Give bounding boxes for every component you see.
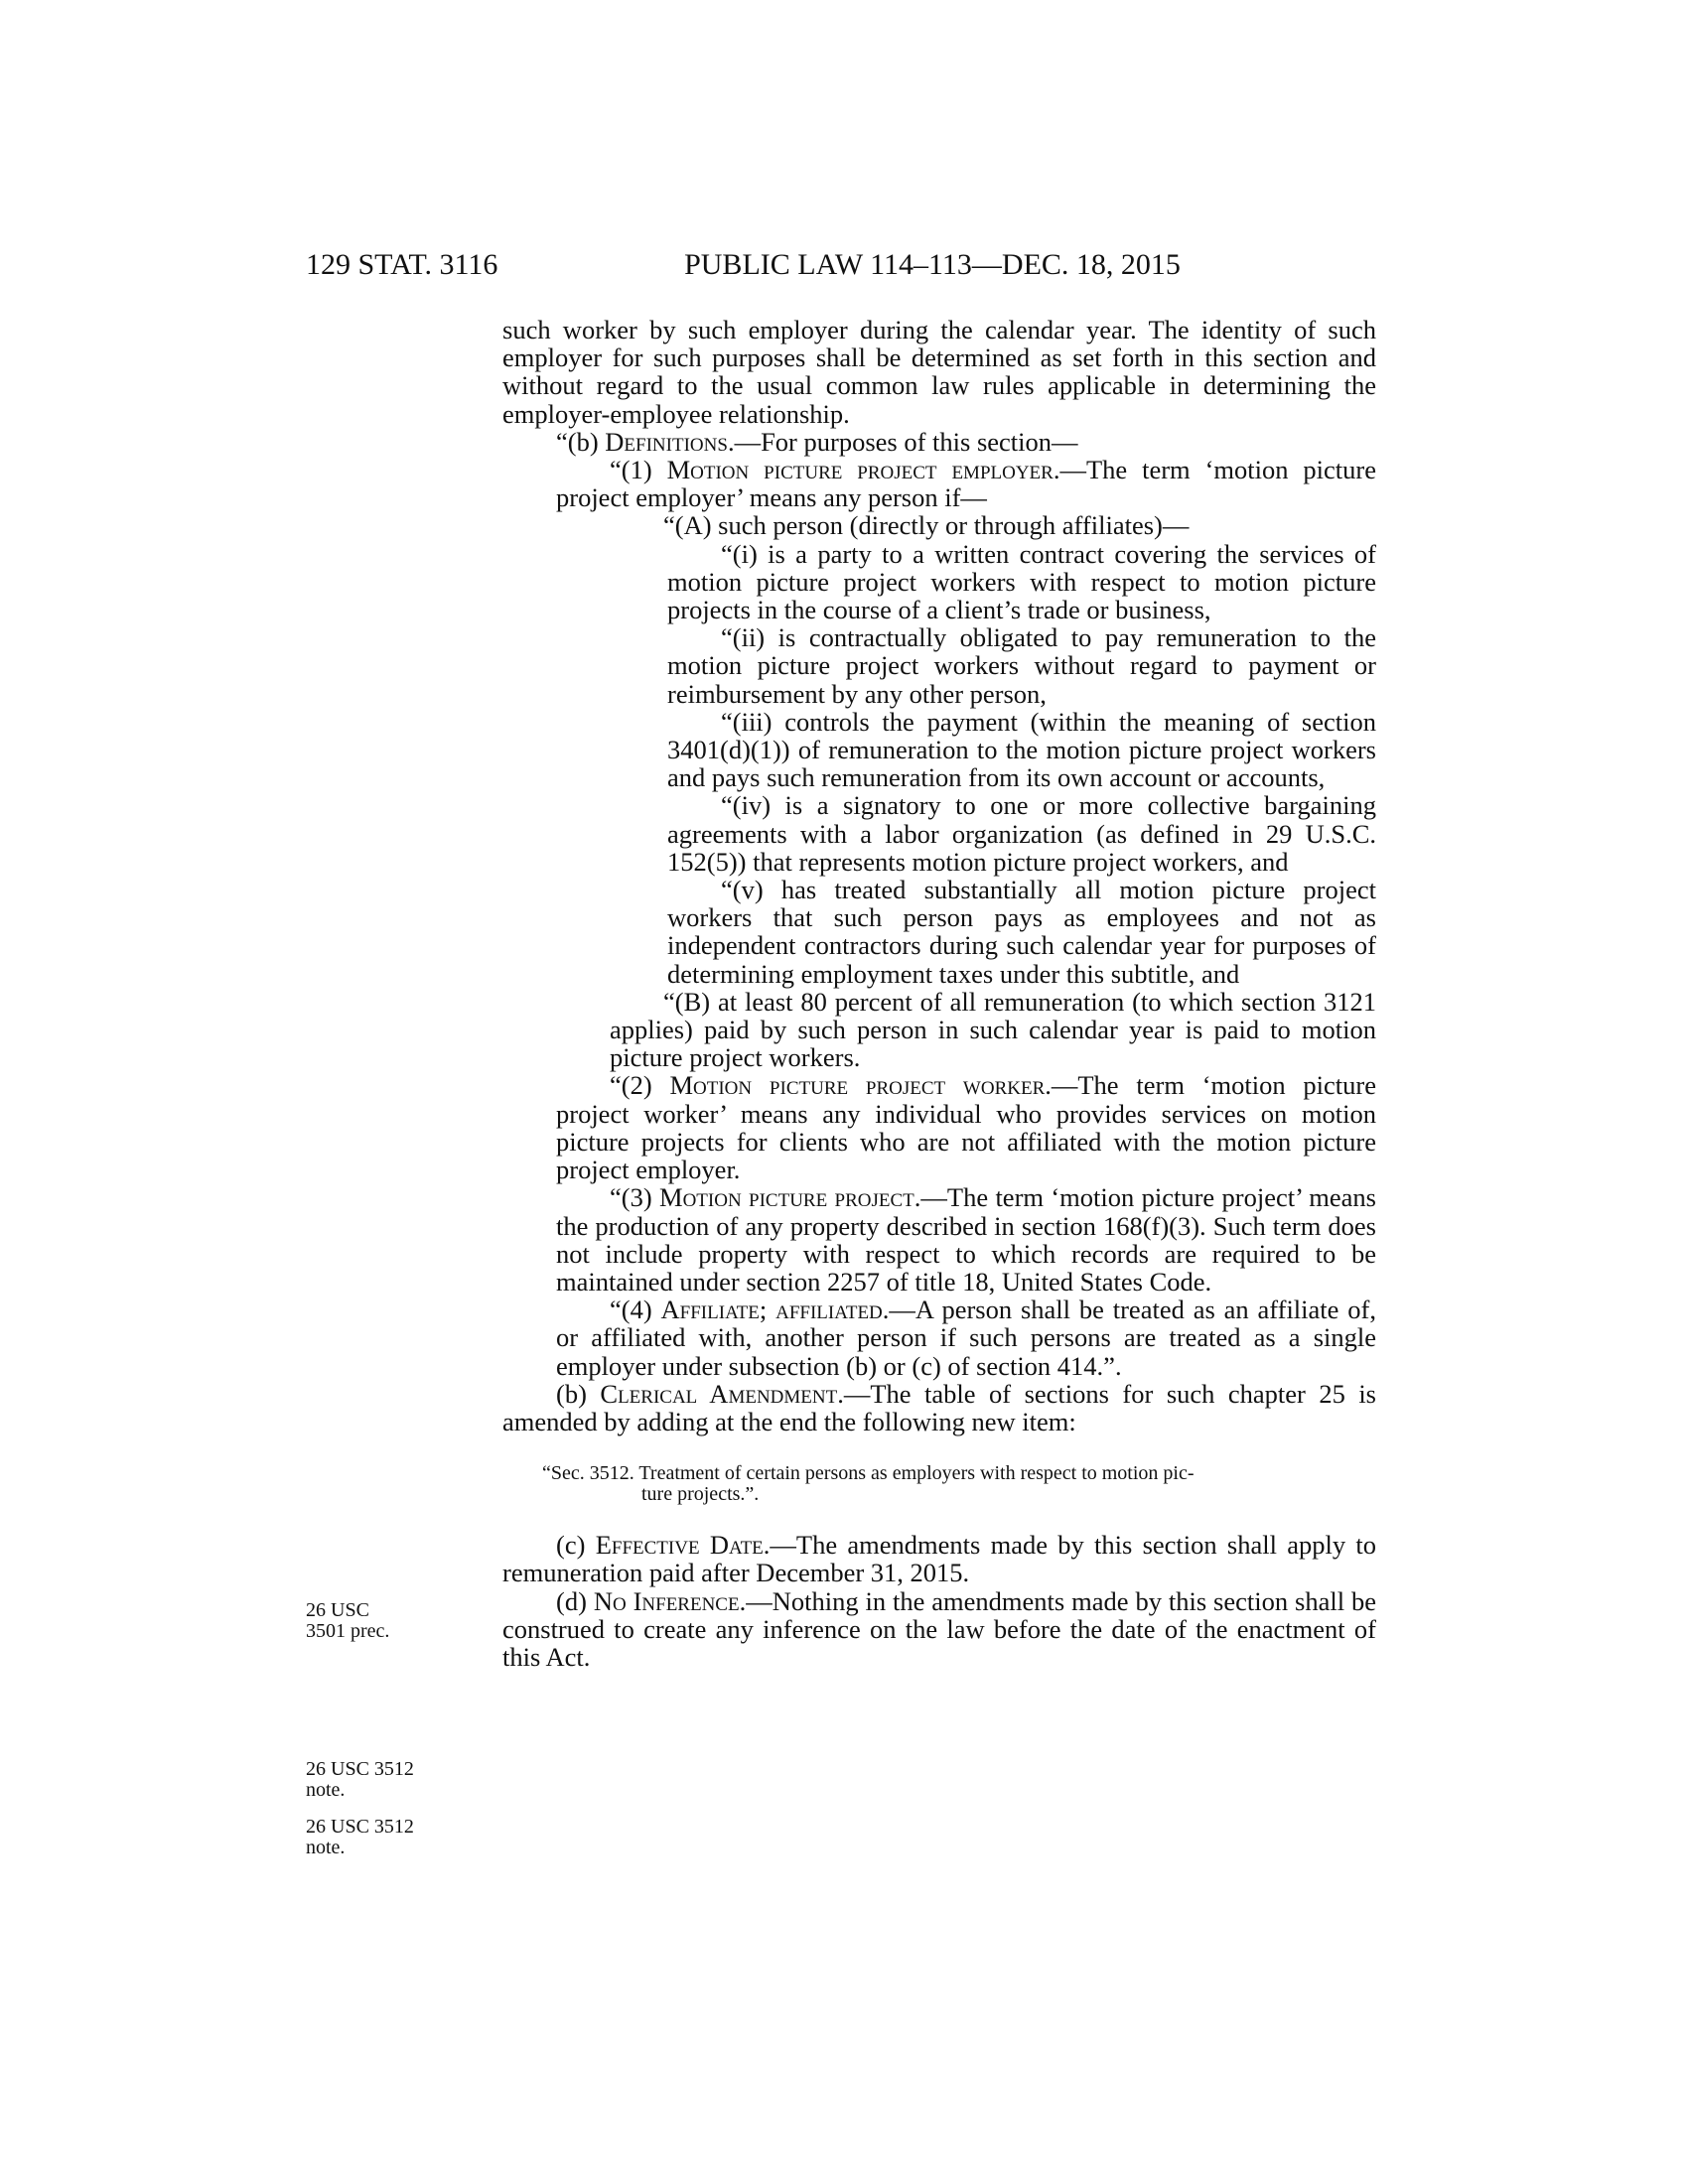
clause-ii: “(ii) is contractually obligated to pay remuneration to the motion picture project workers without regard to payment or reimbursement by any other person, xyxy=(667,622,1376,709)
clause-v: “(v) has treated substantially all motion picture project workers that such person pays as employees and not as independent contractors during such calendar year for purposes of determining employment taxes under this subtitle, and xyxy=(667,875,1376,989)
paragraph-continuation: such worker by such employer during the calendar year. The identity of such employer for such purposes shall be determined as set forth in this section and without regard to the usual common law rules applicable in determining the employer-employee relationship. xyxy=(502,315,1376,429)
subparagraph-a: “(A) such person (directly or through affiliates)— xyxy=(663,510,1190,541)
paragraph-2-worker: “(2) Motion picture project worker.—The term ‘motion picture project worker’ means any individual who provides services on motion picture projects for clients who are not affiliated with the motion picture project employer. xyxy=(556,1070,1376,1185)
heading-worker: Motion picture project worker xyxy=(669,1070,1046,1101)
law-reference: PUBLIC LAW 114–113—DEC. 18, 2015 xyxy=(684,248,1181,281)
stat-reference: 129 STAT. 3116 xyxy=(306,248,498,281)
subparagraph-b: “(B) at least 80 percent of all remuneration (to which section 3121 applies) paid by such person in such calendar year is paid to motion picture project workers. xyxy=(610,986,1376,1073)
heading-no-inference: No Inference xyxy=(593,1585,740,1616)
paragraph-4-affiliate: “(4) Affiliate; affiliated.—A person shall be treated as an affiliate of, or affiliated with, another person if such persons are treated as a single employer under subsection (b) or (c) of section 414.”. xyxy=(556,1295,1376,1381)
clause-iv: “(iv) is a signatory to one or more collective bargaining agreements with a labor organization (as defined in 29 U.S.C. 152(5)) that represents motion picture project workers, and xyxy=(667,790,1376,877)
heading-definitions: Definitions xyxy=(605,426,728,457)
clause-iii: “(iii) controls the payment (within the meaning of section 3401(d)(1)) of remuneration to the motion picture project workers and pays such remuneration from its own account or accounts, xyxy=(667,706,1376,793)
paragraph-1-employer: “(1) Motion picture project employer.—The term ‘motion picture project employer’ means any person if— xyxy=(556,455,1376,513)
subsection-d-no-inference: (d) No Inference.—Nothing in the amendments made by this section shall be construed to create any inference on the law before the date of the enactment of this Act. xyxy=(502,1585,1376,1672)
table-item-line1: “Sec. 3512. Treatment of certain persons as employers with respect to motion pic- xyxy=(542,1462,1195,1485)
heading-clerical: Clerical Amendment xyxy=(600,1378,838,1409)
heading-affiliate: Affiliate; affiliated xyxy=(660,1295,883,1325)
margin-note-3: 26 USC 3512 note. xyxy=(306,1816,414,1858)
clause-i: “(i) is a party to a written contract covering the services of motion picture project workers with respect to motion picture projects in the course of a client’s trade or business, xyxy=(667,538,1376,625)
paragraph-3-project: “(3) Motion picture project.—The term ‘motion picture project’ means the production of any property described in section 168(f)(3). Such term does not include property with respect to which records are required to be maintained under section 2257 of title 18, United States Code. xyxy=(556,1182,1376,1297)
page-header xyxy=(0,248,1688,288)
heading-effective-date: Effective Date xyxy=(595,1530,764,1561)
document-body xyxy=(502,316,1376,1671)
table-of-sections-item xyxy=(502,1463,1376,1505)
margin-note-1: 26 USC 3501 prec. xyxy=(306,1599,390,1642)
subsection-b-definitions: “(b) Definitions.—For purposes of this section— xyxy=(556,426,1078,457)
heading-employer: Motion picture project employer xyxy=(666,455,1054,485)
table-item-line2: ture projects.”. xyxy=(641,1483,760,1506)
subsection-b-clerical: (b) Clerical Amendment.—The table of sections for such chapter 25 is amended by adding at the end the following new item: xyxy=(502,1378,1376,1436)
subsection-c-effective-date: (c) Effective Date.—The amendments made by this section shall apply to remuneration paid after December 31, 2015. xyxy=(502,1530,1376,1588)
heading-project: Motion picture project xyxy=(659,1182,914,1213)
margin-note-2: 26 USC 3512 note. xyxy=(306,1758,414,1801)
